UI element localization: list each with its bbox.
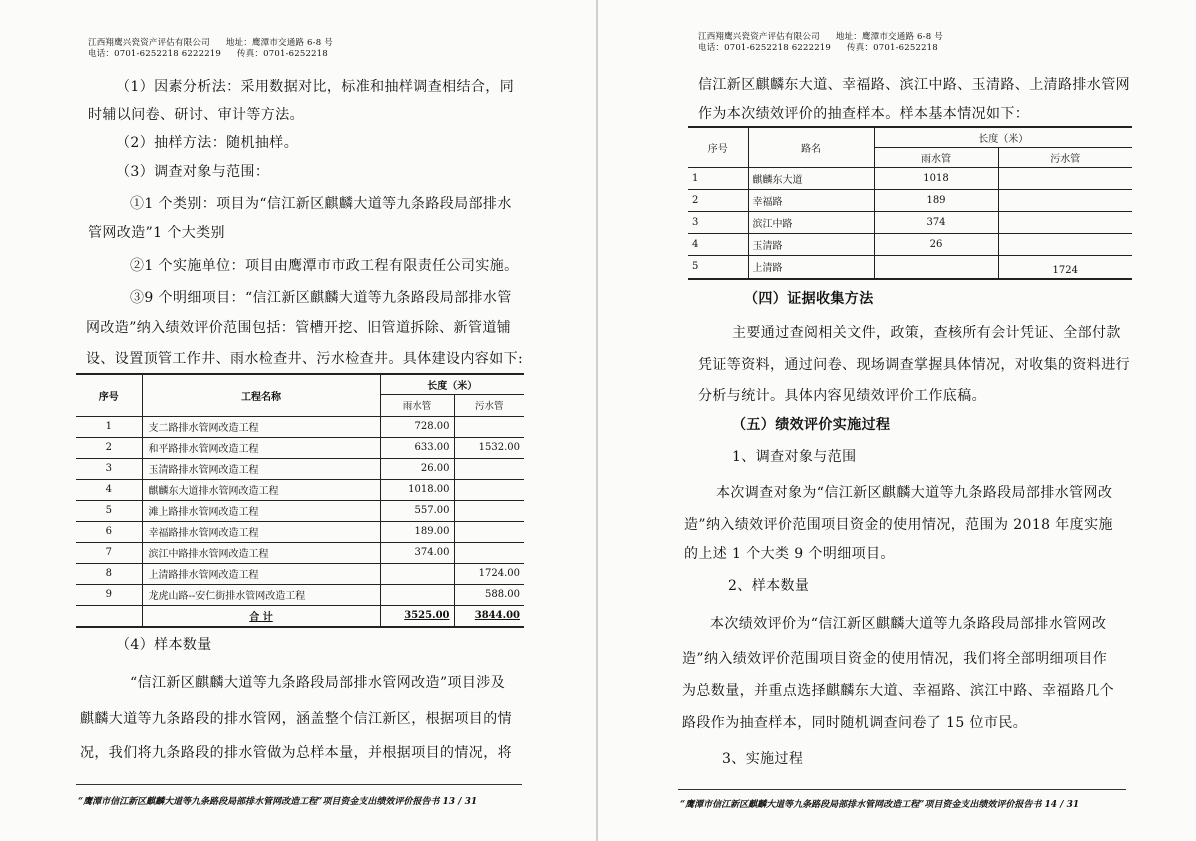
paragraph-line: 路段作为抽查样本，同时随机调查问卷了 15 位市民。 — [682, 715, 1028, 731]
page-header — [88, 38, 333, 60]
paragraph-line: ①1 个类别：项目为“信江新区麒麟大道等九条路段局部排水 — [130, 196, 512, 212]
cell-sewage: 588.00 — [454, 584, 524, 605]
paragraph-line: 的上述 1 个大类 9 个明细项目。 — [684, 546, 895, 562]
paragraph-line: （3）调查对象与范围： — [116, 164, 270, 180]
col-header-name: 路名 — [748, 127, 874, 167]
header-phone: 电话：0701-6252218 6222219 — [698, 43, 832, 53]
table-row — [76, 500, 524, 521]
col-header-rain: 雨水管 — [380, 394, 454, 416]
table-row — [76, 437, 524, 458]
project-length-table — [76, 373, 524, 628]
cell-name: 麒麟东大道 — [748, 167, 874, 189]
cell-no: 3 — [76, 458, 142, 479]
cell-name: 支二路排水管网改造工程 — [142, 416, 380, 437]
cell-name: 上清路 — [748, 255, 874, 279]
table-row — [76, 521, 524, 542]
cell-sewage — [998, 233, 1132, 255]
paragraph-line: （1）因素分析法：采用数据对比，标准和抽样调查相结合，同 — [116, 79, 515, 95]
paragraph-line: ②1 个实施单位：项目由鹰潭市市政工程有限责任公司实施。 — [130, 258, 519, 274]
cell-rain: 374.00 — [380, 542, 454, 563]
page-14 — [598, 0, 1196, 841]
paragraph-line: 本次绩效评价为“信江新区麒麟大道等九条路段局部排水管网改 — [710, 616, 1107, 632]
cell-no: 7 — [76, 542, 142, 563]
cell-no: 9 — [76, 584, 142, 605]
paragraph-line: 设、设置顶管工作井、雨水检查井、污水检查井。具体建设内容如下: — [86, 351, 524, 367]
paragraph-line: 为总数量，并重点选择麒麟东大道、幸福路、滨江中路、幸福路几个 — [682, 683, 1114, 699]
col-header-no: 序号 — [76, 374, 142, 416]
cell-no: 8 — [76, 563, 142, 584]
col-header-rain: 雨水管 — [874, 147, 998, 167]
table-row — [688, 189, 1132, 211]
table-row — [76, 416, 524, 437]
table-total-row — [76, 605, 524, 627]
cell-name: 和平路排水管网改造工程 — [142, 437, 380, 458]
subsection-heading: 2、样本数量 — [728, 578, 810, 594]
cell-sewage — [454, 479, 524, 500]
table-row — [76, 542, 524, 563]
table-row — [688, 167, 1132, 189]
col-header-sewage: 污水管 — [454, 394, 524, 416]
cell-sewage: 1724.00 — [454, 563, 524, 584]
cell-name: 滨江中路排水管网改造工程 — [142, 542, 380, 563]
subsection-heading: 1、调查对象与范围 — [732, 449, 857, 465]
cell-no: 3 — [688, 211, 748, 233]
table-row — [688, 211, 1132, 233]
cell-rain: 189.00 — [380, 521, 454, 542]
table-row — [688, 255, 1132, 279]
page-footer: “鹰潭市信江新区麒麟大道等九条路段局部排水管网改造工程”项目资金支出绩效评价报告书 13 / 31 — [78, 797, 478, 807]
col-header-length: 长度（米） — [874, 127, 1132, 147]
cell-sewage — [998, 211, 1132, 233]
table-row — [76, 584, 524, 605]
cell-sewage: 1532.00 — [454, 437, 524, 458]
col-header-no: 序号 — [688, 127, 748, 167]
col-header-name: 工程名称 — [142, 374, 380, 416]
paragraph-line: （2）抽样方法：随机抽样。 — [116, 135, 299, 151]
sample-table — [688, 126, 1132, 280]
cell-no: 5 — [688, 255, 748, 279]
paragraph-line: 况，我们将九条路段的排水管做为总样本量，并根据项目的情况，将 — [80, 745, 512, 761]
cell-no: 6 — [76, 521, 142, 542]
table-row — [76, 458, 524, 479]
cell-rain — [874, 255, 998, 279]
cell-rain: 26.00 — [380, 458, 454, 479]
paragraph-line: 管网改造”1 个大类别 — [88, 225, 225, 241]
table-row — [76, 479, 524, 500]
cell-name: 滨江中路 — [748, 211, 874, 233]
cell-total-label: 合 计 — [142, 605, 380, 627]
cell-no: 1 — [688, 167, 748, 189]
cell-sewage — [998, 189, 1132, 211]
paragraph-line: 主要通过查阅相关文件，政策，查核所有会计凭证、全部付款 — [732, 325, 1121, 341]
paragraph-line: 麒麟大道等九条路段的排水管网，涵盖整个信江新区，根据项目的情 — [80, 711, 512, 727]
cell-name: 滩上路排水管网改造工程 — [142, 500, 380, 521]
cell-no: 4 — [76, 479, 142, 500]
cell-total-rain: 3525.00 — [380, 605, 454, 627]
header-company: 江西翔鹰兴瓷资产评估有限公司 — [88, 38, 210, 48]
cell-rain: 374 — [874, 211, 998, 233]
cell-rain: 1018.00 — [380, 479, 454, 500]
table-row — [76, 563, 524, 584]
footer-rule — [678, 789, 1126, 790]
paragraph-line: 时辅以问卷、研讨、审计等方法。 — [88, 107, 304, 123]
table-row — [688, 233, 1132, 255]
cell-rain: 728.00 — [380, 416, 454, 437]
cell-rain — [380, 584, 454, 605]
header-fax: 传真：0701-6252218 — [237, 49, 328, 59]
paragraph-line: 作为本次绩效评价的抽查样本。样本基本情况如下： — [698, 106, 1030, 122]
cell-name: 麒麟东大道排水管网改造工程 — [142, 479, 380, 500]
cell-sewage — [454, 542, 524, 563]
header-company: 江西翔鹰兴瓷资产评估有限公司 — [698, 32, 820, 42]
cell-rain: 1018 — [874, 167, 998, 189]
paragraph-line: ③9 个明细项目：“信江新区麒麟大道等九条路段局部排水管 — [130, 290, 512, 306]
header-address: 地址：鹰潭市交通路 6-8 号 — [225, 38, 333, 48]
page-13 — [0, 0, 596, 841]
cell-sewage — [454, 416, 524, 437]
paragraph-line: “信江新区麒麟大道等九条路段局部排水管网改造”项目涉及 — [130, 675, 506, 691]
cell-name: 幸福路 — [748, 189, 874, 211]
col-header-length: 长度（米） — [380, 374, 524, 394]
cell-name: 上清路排水管网改造工程 — [142, 563, 380, 584]
cell-name: 玉清路 — [748, 233, 874, 255]
cell-total-sewage: 3844.00 — [454, 605, 524, 627]
paragraph-line: 网改造”纳入绩效评价范围包括：管槽开挖、旧管道拆除、新管道铺 — [86, 320, 512, 336]
paragraph-line: 造”纳入绩效评价范围项目资金的使用情况，我们将全部明细项目作 — [682, 651, 1108, 667]
paragraph-line: 分析与统计。具体内容见绩效评价工作底稿。 — [698, 388, 986, 404]
paragraph-line: 本次调查对象为“信江新区麒麟大道等九条路段局部排水管网改 — [716, 485, 1113, 501]
section-heading: （四）证据收集方法 — [744, 291, 874, 307]
page-header — [698, 32, 943, 54]
cell-sewage — [998, 167, 1132, 189]
paragraph-line: 信江新区麒麟东大道、幸福路、滨江中路、玉清路、上清路排水管网 — [698, 77, 1130, 93]
paragraph-line: 凭证等资料，通过问卷、现场调查掌握具体情况，对收集的资料进行 — [698, 357, 1130, 373]
cell-no: 4 — [688, 233, 748, 255]
header-phone: 电话：0701-6252218 6222219 — [88, 49, 222, 59]
cell-name: 龙虎山路--安仁街排水管网改造工程 — [142, 584, 380, 605]
subsection-heading: 3、实施过程 — [722, 751, 804, 767]
col-header-sewage: 污水管 — [998, 147, 1132, 167]
cell-name: 幸福路排水管网改造工程 — [142, 521, 380, 542]
cell-rain: 189 — [874, 189, 998, 211]
cell-no: 2 — [688, 189, 748, 211]
section-heading: （五）绩效评价实施过程 — [732, 417, 891, 433]
cell-name: 玉清路排水管网改造工程 — [142, 458, 380, 479]
cell-no: 2 — [76, 437, 142, 458]
cell-no: 5 — [76, 500, 142, 521]
cell-sewage — [454, 500, 524, 521]
cell-rain — [380, 563, 454, 584]
cell-rain: 557.00 — [380, 500, 454, 521]
cell-sewage — [454, 458, 524, 479]
header-address: 地址：鹰潭市交通路 6-8 号 — [835, 32, 943, 42]
cell-rain: 633.00 — [380, 437, 454, 458]
paragraph-line: 造”纳入绩效评价范围项目资金的使用情况，范围为 2018 年度实施 — [684, 517, 1113, 533]
cell-no: 1 — [76, 416, 142, 437]
cell-sewage — [454, 521, 524, 542]
page-footer: “鹰潭市信江新区麒麟大道等九条路段局部排水管网改造工程”项目资金支出绩效评价报告书 14 / 31 — [680, 800, 1080, 810]
header-fax: 传真：0701-6252218 — [847, 43, 938, 53]
paragraph-line: （4）样本数量 — [116, 637, 212, 653]
footer-rule — [76, 784, 522, 785]
cell-sewage: 1724 — [998, 255, 1132, 279]
cell-rain: 26 — [874, 233, 998, 255]
